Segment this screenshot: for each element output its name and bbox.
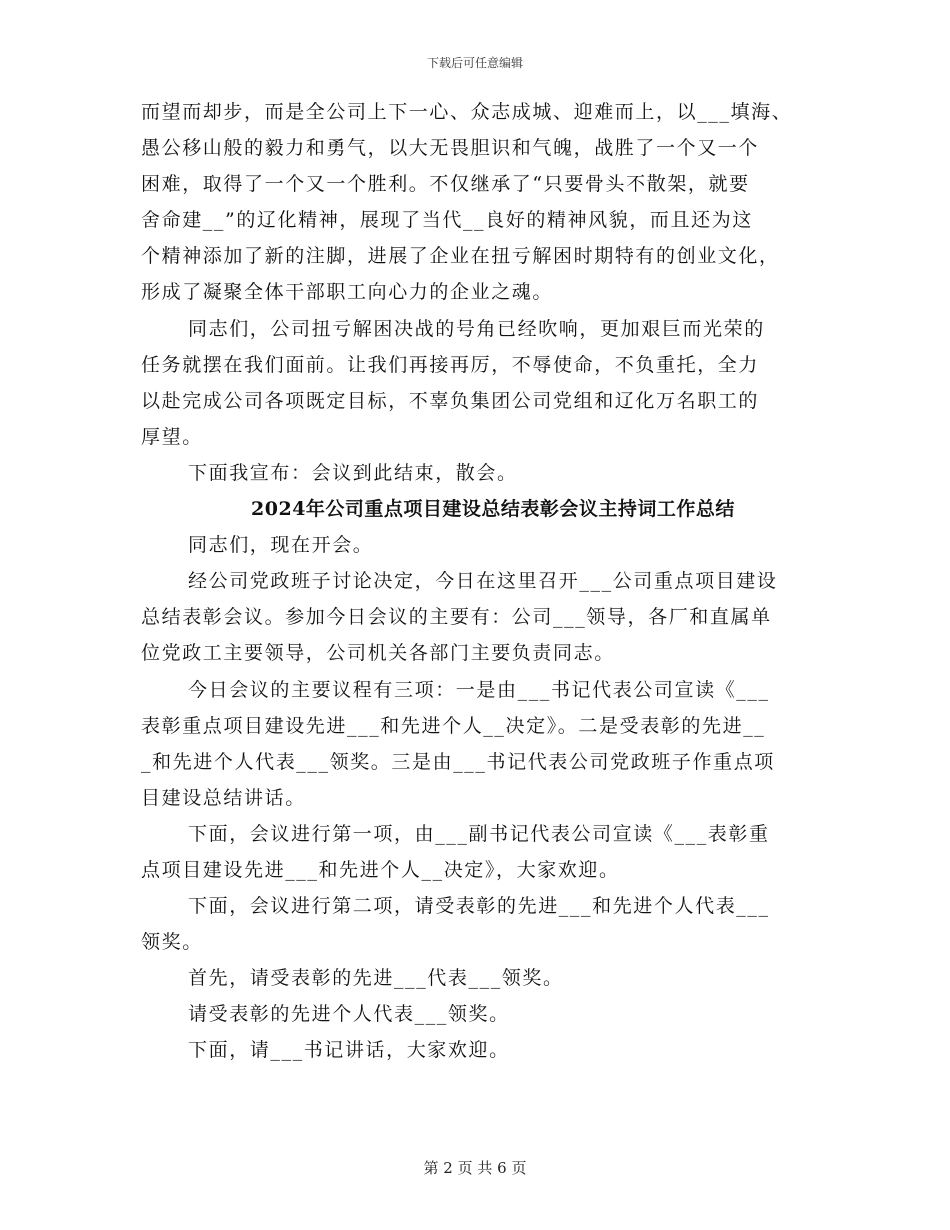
body-line: _和先进个人代表___领奖。三是由___书记代表公司党政班子作重点项 xyxy=(141,750,775,773)
body-line: 同志们，现在开会。 xyxy=(188,534,374,557)
body-line: 表彰重点项目建设先进___和先进个人__决定》。二是受表彰的先进__ xyxy=(141,714,766,737)
body-line: 今日会议的主要议程有三项：一是由___书记代表公司宣读《___ xyxy=(188,678,770,701)
body-line: 困难，取得了一个又一个胜利。不仅继承了“只要骨头不散架，就要 xyxy=(141,173,750,196)
body-line: 下面，会议进行第二项，请受表彰的先进___和先进个人代表___ xyxy=(188,895,770,918)
body-line: 愚公移山般的毅力和勇气，以大无畏胆识和气魄，战胜了一个又一个 xyxy=(141,137,760,160)
page-number: 第 2 页 共 6 页 xyxy=(423,1159,527,1177)
body-line: 下面，会议进行第一项，由___副书记代表公司宣读《___表彰重 xyxy=(188,822,770,845)
body-line: 请受表彰的先进个人代表___领奖。 xyxy=(188,1003,510,1026)
body-line: 而望而却步，而是全公司上下一心、众志成城、迎难而上，以___填海、 xyxy=(141,101,793,123)
body-line: 位党政工主要领导，公司机关各部门主要负责同志。 xyxy=(141,642,615,665)
page-header-note: 下载后可任意编辑 xyxy=(426,56,523,70)
section-title: 2024年公司重点项目建设总结表彰会议主持词工作总结 xyxy=(251,498,735,521)
body-line: 首先，请受表彰的先进___代表___领奖。 xyxy=(188,967,564,990)
body-line: 舍命建__”的辽化精神，展现了当代__良好的精神风貌，而且还为这 xyxy=(141,209,753,232)
body-line: 个精神添加了新的注脚，进展了企业在扭亏解困时期特有的创业文化， xyxy=(141,245,780,268)
body-line: 形成了凝聚全体干部职工向心力的企业之魂。 xyxy=(141,281,554,304)
document-body xyxy=(141,94,811,1069)
body-line: 总结表彰会议。参加今日会议的主要有：公司___领导，各厂和直属单 xyxy=(141,606,772,629)
body-line: 同志们，公司扭亏解困决战的号角已经吹响，更加艰巨而光荣的 xyxy=(188,317,765,340)
body-line: 下面我宣布：会议到此结束，散会。 xyxy=(188,461,518,484)
body-line: 目建设总结讲话。 xyxy=(141,786,306,809)
body-line: 任务就摆在我们面前。让我们再接再厉，不辱使命，不负重托，全力 xyxy=(141,353,760,376)
body-line: 点项目建设先进___和先进个人__决定》，大家欢迎。 xyxy=(141,858,620,881)
body-line: 经公司党政班子讨论决定，今日在这里召开___公司重点项目建设 xyxy=(188,570,778,593)
body-line: 厚望。 xyxy=(141,425,203,448)
body-line: 领奖。 xyxy=(141,931,203,954)
body-line: 以赴完成公司各项既定目标，不辜负集团公司党组和辽化万名职工的 xyxy=(141,389,760,412)
body-line: 下面，请___书记讲话，大家欢迎。 xyxy=(188,1039,510,1062)
